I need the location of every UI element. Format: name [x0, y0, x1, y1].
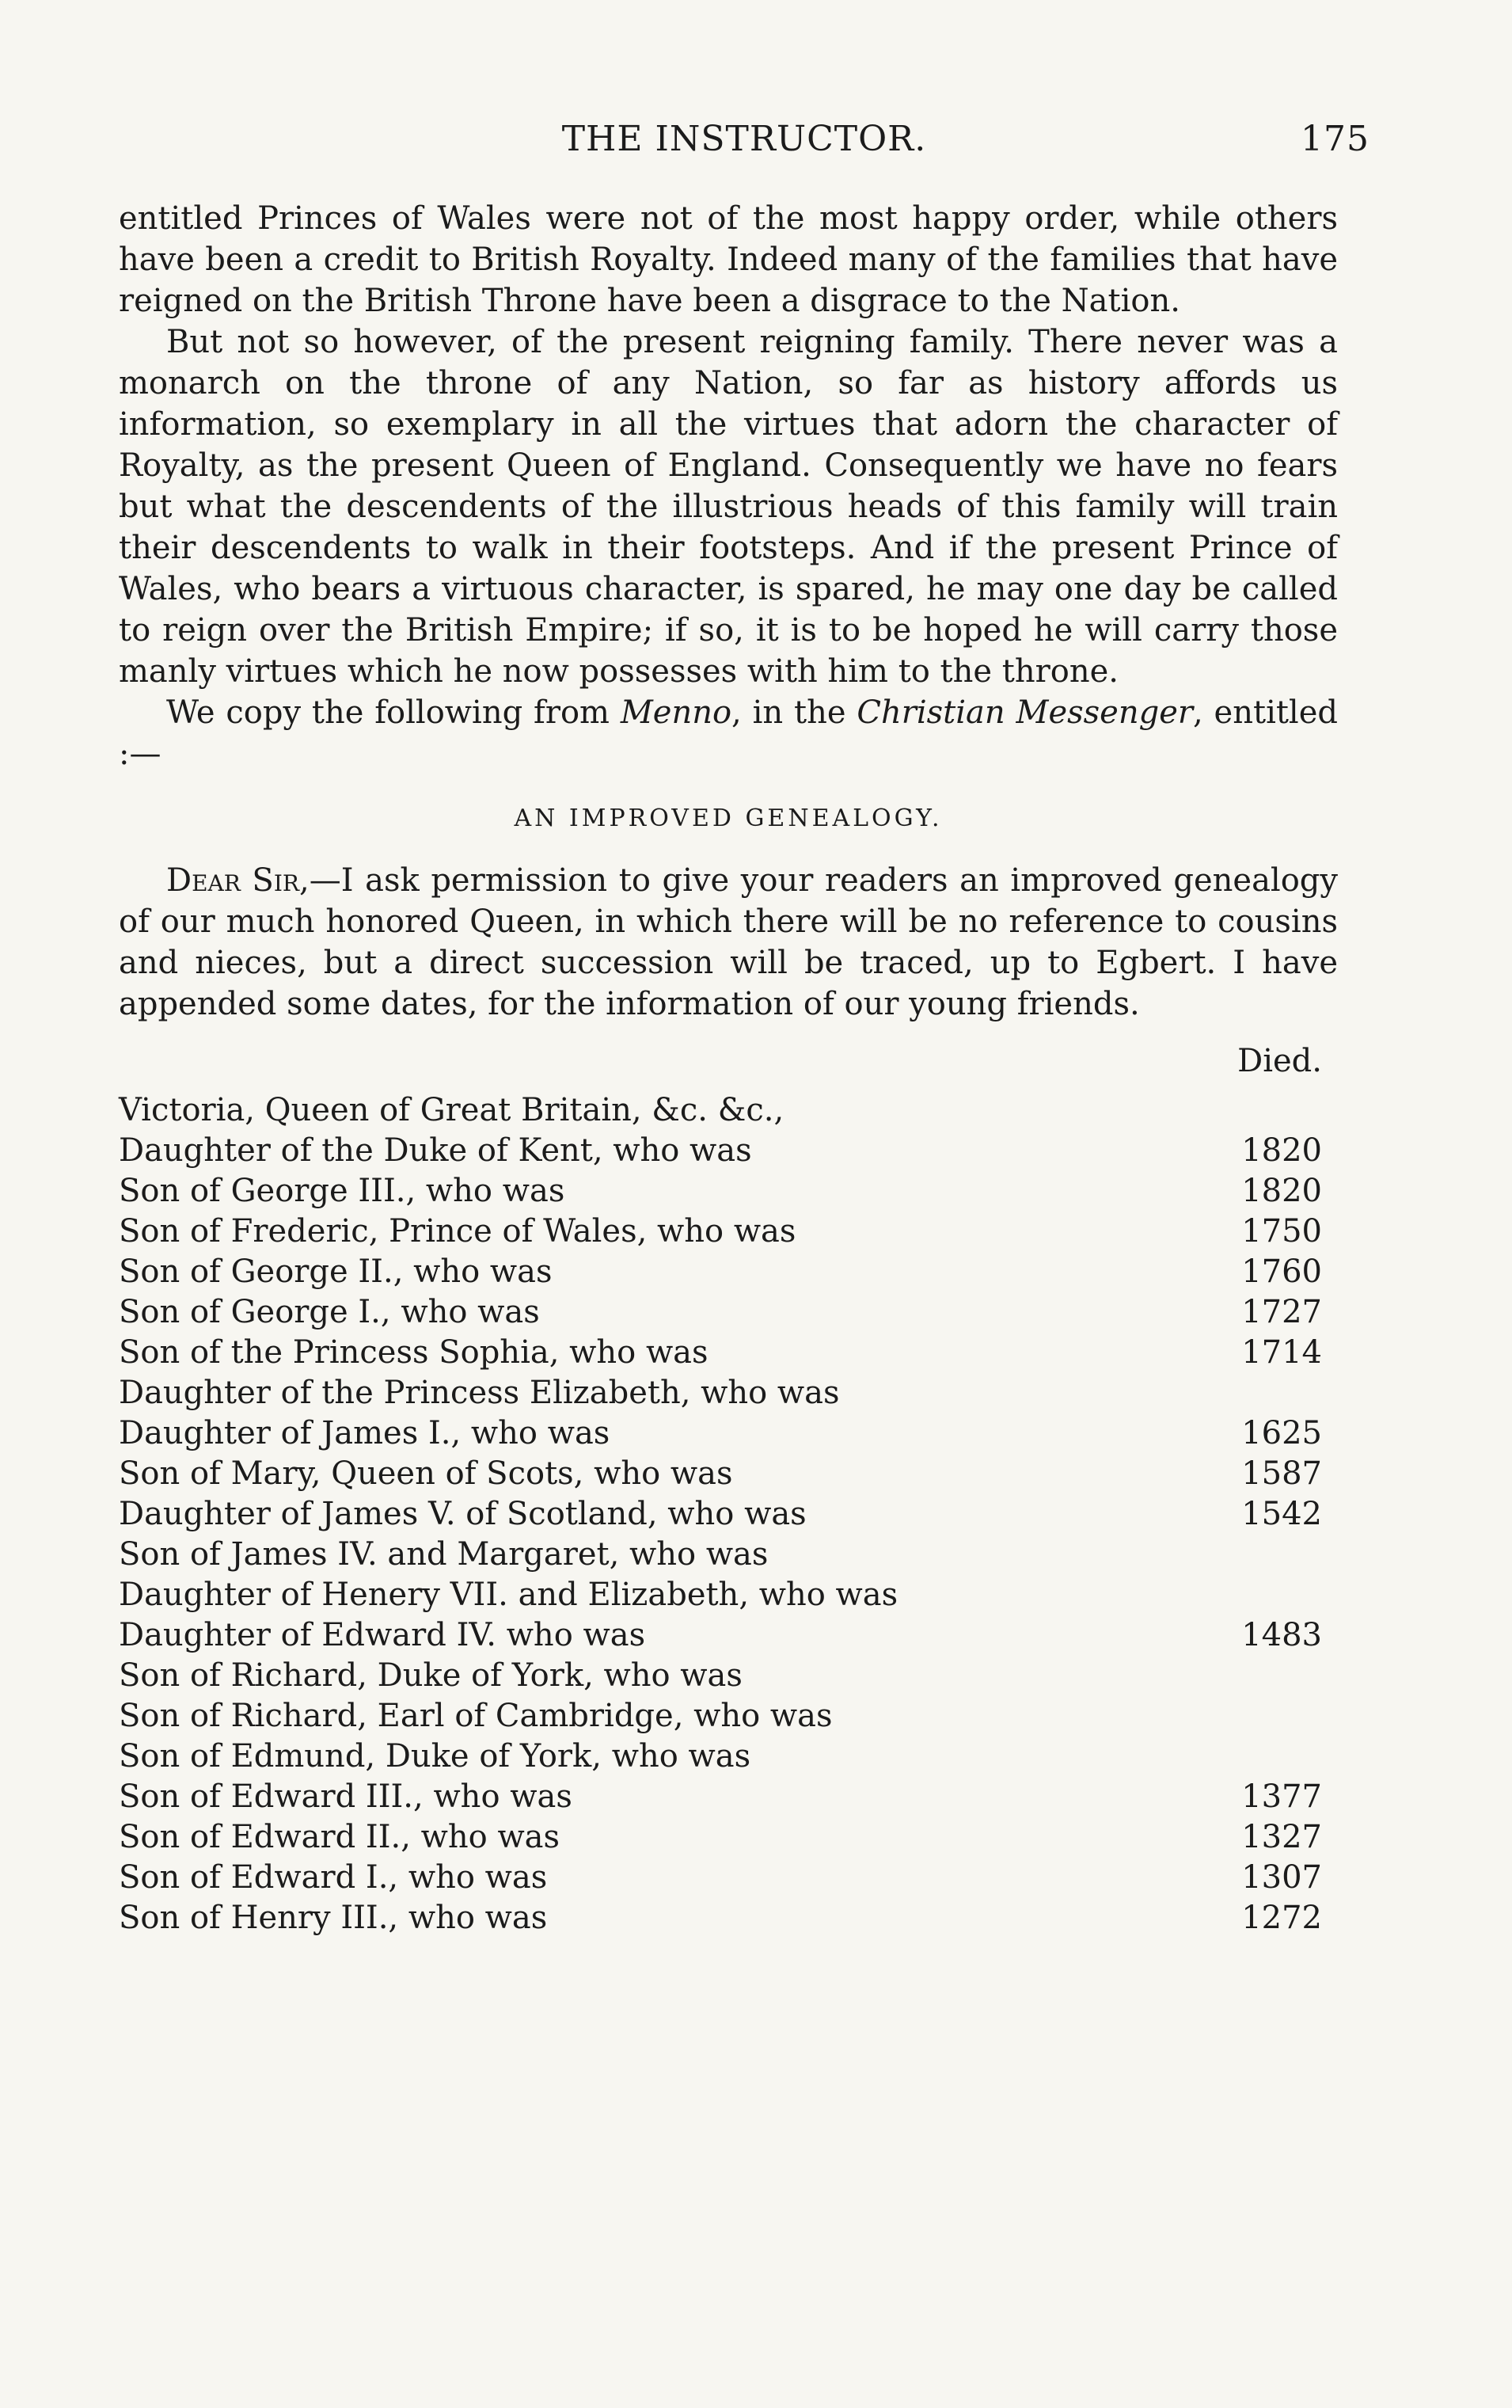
copy-line — [119, 692, 1338, 774]
genealogy-entry: Son of Mary, Queen of Scots, who was — [119, 1455, 733, 1492]
genealogy-entry: Son of George I., who was — [119, 1293, 540, 1330]
genealogy-entry: Son of James IV. and Margaret, who was — [119, 1535, 769, 1573]
letter-paragraph — [119, 860, 1338, 1025]
genealogy-entry: Daughter of Edward IV. who was — [119, 1616, 646, 1653]
genealogy-entry: Son of Edward I., who was — [119, 1858, 548, 1896]
genealogy-entry: Daughter of James V. of Scotland, who was — [119, 1495, 807, 1532]
genealogy-entry: Victoria, Queen of Great Britain, &c. &c., — [119, 1091, 784, 1128]
genealogy-row — [119, 1493, 1338, 1534]
death-year: 1483 — [1241, 1616, 1322, 1653]
death-year: 1587 — [1241, 1455, 1322, 1492]
genealogy-row — [119, 1816, 1338, 1857]
paper-name: Christian Messenger — [857, 694, 1193, 731]
genealogy-row — [119, 1251, 1338, 1291]
genealogy-row — [119, 1897, 1338, 1938]
genealogy-row — [119, 1655, 1338, 1695]
letter-text: —I ask permission to give your readers an improved genealogy of our much honored Queen, in which there will be no reference to cousins and nieces, but a direct succession will be traced, up to Egbert. I have appended some dates, for the information of our young friends. — [119, 862, 1338, 1022]
copy-suffix: , entitled :— — [119, 694, 1338, 772]
death-year: 1760 — [1241, 1253, 1322, 1290]
genealogy-row — [119, 1736, 1338, 1776]
death-year: 1377 — [1241, 1778, 1322, 1815]
genealogy-row — [119, 1574, 1338, 1615]
genealogy-row — [119, 1413, 1338, 1453]
genealogy-row — [119, 1695, 1338, 1736]
source-name: Menno — [620, 694, 732, 731]
death-year: 1820 — [1241, 1172, 1322, 1209]
article-title: AN IMPROVED GENEALOGY. — [514, 805, 943, 832]
genealogy-row — [119, 1534, 1338, 1574]
paragraph-reigning-family: But not so however, of the present reigning family. There never was a monarch on the throne of any Nation, so far as history affords us information, so exemplary in all the virtues that adorn the character of Royalty, as the present Queen of England. Consequently we have no fears but what the descendents of the illustrious heads of this family will train their descendents to walk in their footsteps. And if the present Prince of Wales, who bears a virtuous character, is spared, he may one day be called to reign over the British Empire; if so, it is to be hoped he will carry those manly virtues which he now possesses with him to the throne. — [119, 324, 1338, 690]
genealogy-entry: Son of Edward II., who was — [119, 1818, 560, 1855]
genealogy-entry: Son of Frederic, Prince of Wales, who was — [119, 1212, 796, 1250]
genealogy-entry: Daughter of the Princess Elizabeth, who was — [119, 1374, 840, 1411]
genealogy-entry: Daughter of the Duke of Kent, who was — [119, 1132, 752, 1169]
running-title: THE INSTRUCTOR. — [561, 119, 927, 159]
genealogy-entry: Son of Edward III., who was — [119, 1778, 572, 1815]
paragraph-continuation: entitled Princes of Wales were not of the most happy order, while others have been a credit to British Royalty. Indeed many of the families that have reigned on the British Throne have been a disgrace to the Nation. — [119, 200, 1338, 319]
death-year: 1327 — [1241, 1818, 1322, 1855]
death-year: 1625 — [1241, 1414, 1322, 1451]
page-number: 175 — [1301, 119, 1370, 159]
genealogy-entry: Son of George II., who was — [119, 1253, 553, 1290]
death-year: 1272 — [1241, 1899, 1322, 1936]
copy-prefix: We copy the following from — [166, 694, 610, 731]
death-year: 1820 — [1241, 1132, 1322, 1169]
death-year: 1542 — [1241, 1495, 1322, 1532]
genealogy-entry: Daughter of Henery VII. and Elizabeth, who was — [119, 1576, 898, 1613]
genealogy-entry: Son of Richard, Earl of Cambridge, who was — [119, 1697, 833, 1734]
died-column-header: Died. — [1237, 1043, 1322, 1079]
genealogy-row — [119, 1615, 1338, 1655]
genealogy-entry: Son of George III., who was — [119, 1172, 565, 1209]
genealogy-row — [119, 1372, 1338, 1413]
genealogy-list — [119, 1090, 1338, 1938]
genealogy-row — [119, 1453, 1338, 1493]
genealogy-entry: Daughter of James I., who was — [119, 1414, 610, 1451]
death-year: 1307 — [1241, 1858, 1322, 1896]
copy-middle: , in the — [731, 694, 846, 731]
genealogy-row — [119, 1170, 1338, 1211]
death-year: 1727 — [1241, 1293, 1322, 1330]
page-body — [119, 198, 1338, 1938]
genealogy-row — [119, 1090, 1338, 1130]
genealogy-entry: Son of Edmund, Duke of York, who was — [119, 1737, 751, 1775]
genealogy-entry: Son of Henry III., who was — [119, 1899, 548, 1936]
genealogy-row — [119, 1130, 1338, 1170]
death-year: 1750 — [1241, 1212, 1322, 1250]
genealogy-row — [119, 1211, 1338, 1251]
genealogy-entry: Son of the Princess Sophia, who was — [119, 1333, 709, 1371]
page-header — [119, 119, 1370, 174]
letter-salutation: Dear Sir, — [166, 862, 310, 899]
genealogy-row — [119, 1332, 1338, 1372]
genealogy-row — [119, 1857, 1338, 1897]
death-year: 1714 — [1241, 1333, 1322, 1371]
genealogy-row — [119, 1776, 1338, 1816]
genealogy-row — [119, 1291, 1338, 1332]
genealogy-entry: Son of Richard, Duke of York, who was — [119, 1657, 743, 1694]
